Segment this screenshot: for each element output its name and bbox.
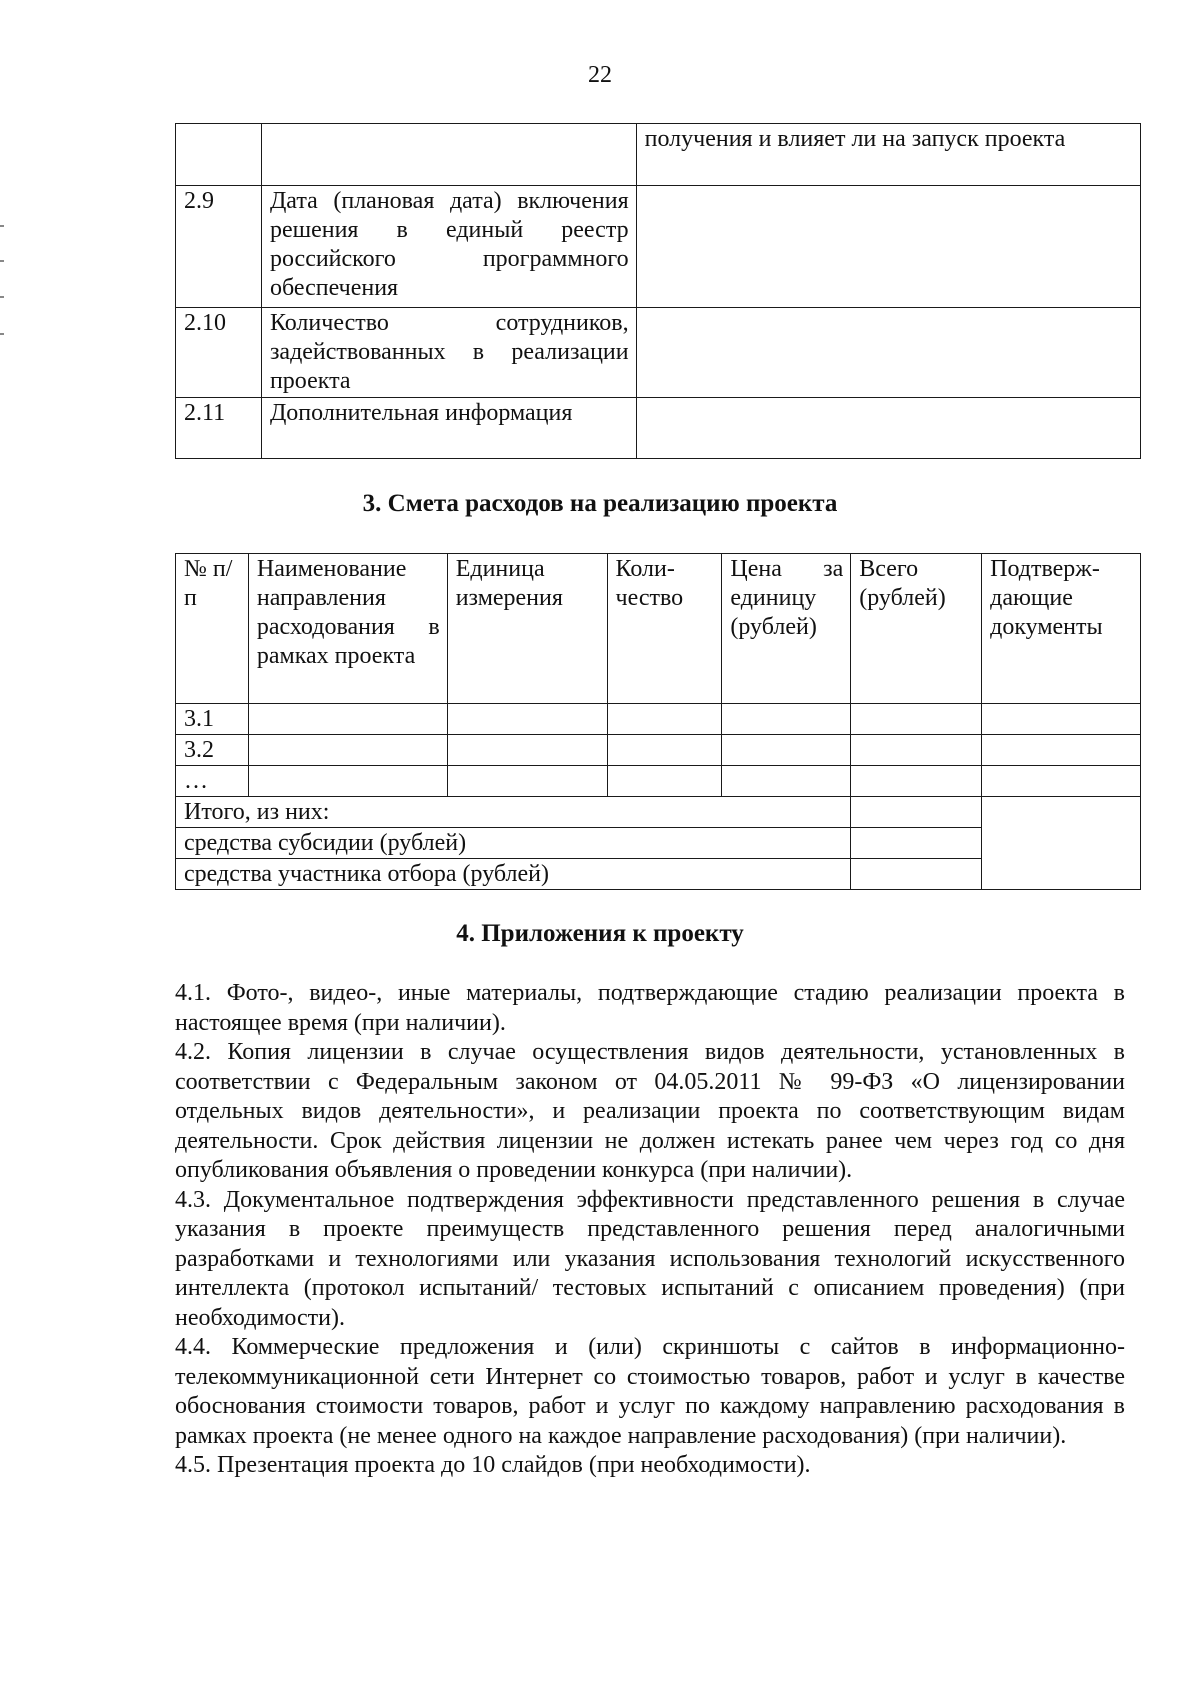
annex-item-4-4: 4.4. Коммерческие предложения и (или) скриншоты с сайтов в информационно-телекоммуникационной сети Интернет со стоимостью товаров, работ и услуг в качестве обоснования стоимости товаров, работ и услуг по каждому направлению расходования в рамках проекта (не менее одного на каждое направление расходования) (при наличии).: [175, 1334, 1125, 1449]
header-num: № п/п: [176, 554, 249, 704]
row-name: Количество сотрудников, задействованных в реализации проекта: [261, 308, 636, 398]
annex-item-4-5: 4.5. Презентация проекта до 10 слайдов (при необходимости).: [175, 1452, 811, 1478]
table-row: [176, 398, 1141, 459]
budget-table: [175, 553, 1141, 890]
header-qty: Коли-чество: [607, 554, 722, 704]
row-number: 3.2: [176, 735, 249, 766]
total-label: Итого, из них:: [176, 797, 851, 828]
scan-mark: [0, 296, 4, 298]
header-price: Цена за единицу (рублей): [722, 554, 851, 704]
row-name: [261, 124, 636, 186]
header-name: Наименование направления расходования в рамках проекта: [248, 554, 447, 704]
total-row: [176, 797, 1141, 828]
table-row: [176, 735, 1141, 766]
row-number: 3.1: [176, 704, 249, 735]
header-unit: Единица измерения: [447, 554, 607, 704]
table-row: [176, 704, 1141, 735]
row-number: 2.10: [176, 308, 262, 398]
table-row: [176, 186, 1141, 308]
row-number: 2.11: [176, 398, 262, 459]
annex-item-4-3: 4.3. Документальное подтверждения эффективности представленного решения в случае указания в проекте преимуществ представленного решения перед аналогичными разработками и технологиями или указания использования технологий искусственного интеллекта (протокол испытаний/ тестовых испытаний с описанием проведения) (при необходимости).: [175, 1186, 1125, 1331]
table-row: [176, 308, 1141, 398]
row-number: …: [176, 766, 249, 797]
scan-mark: [0, 260, 4, 262]
row-number: 2.9: [176, 186, 262, 308]
header-total: Всего (рублей): [851, 554, 982, 704]
subsidy-label: средства субсидии (рублей): [176, 828, 851, 859]
row-value: [636, 186, 1140, 308]
section-4-title: 4. Приложения к проекту: [456, 920, 744, 947]
row-value: [636, 398, 1140, 459]
row-name: Дата (плановая дата) включения решения в единый реестр российского программного обеспечения: [261, 186, 636, 308]
table-row: [176, 124, 1141, 186]
page-number: 22: [588, 62, 612, 88]
project-info-table: [175, 123, 1141, 459]
row-value: [636, 308, 1140, 398]
annex-item-4-2: 4.2. Копия лицензии в случае осуществления видов деятельности, установленных в соответствии с Федеральным законом от 04.05.2011 № 99-ФЗ «О лицензировании отдельных видов деятельности», и реализации проекта по соответствующим видам деятельности. Срок действия лицензии не должен истекать ранее чем через год со дня опубликования объявления о проведении конкурса (при наличии).: [175, 1039, 1125, 1183]
annex-list: [175, 979, 1125, 1481]
header-docs: Подтверж-дающие документы: [982, 554, 1141, 704]
annex-item-4-1: 4.1. Фото-, видео-, иные материалы, подтверждающие стадию реализации проекта в настоящее время (при наличии).: [175, 980, 1125, 1036]
budget-header-row: [176, 554, 1141, 704]
row-value: получения и влияет ли на запуск проекта: [636, 124, 1140, 186]
row-name: Дополнительная информация: [261, 398, 636, 459]
participant-label: средства участника отбора (рублей): [176, 859, 851, 890]
row-number: [176, 124, 262, 186]
scan-mark: [0, 225, 4, 227]
section-3-title: 3. Смета расходов на реализацию проекта: [362, 490, 838, 517]
scan-mark: [0, 333, 4, 335]
table-row: [176, 766, 1141, 797]
